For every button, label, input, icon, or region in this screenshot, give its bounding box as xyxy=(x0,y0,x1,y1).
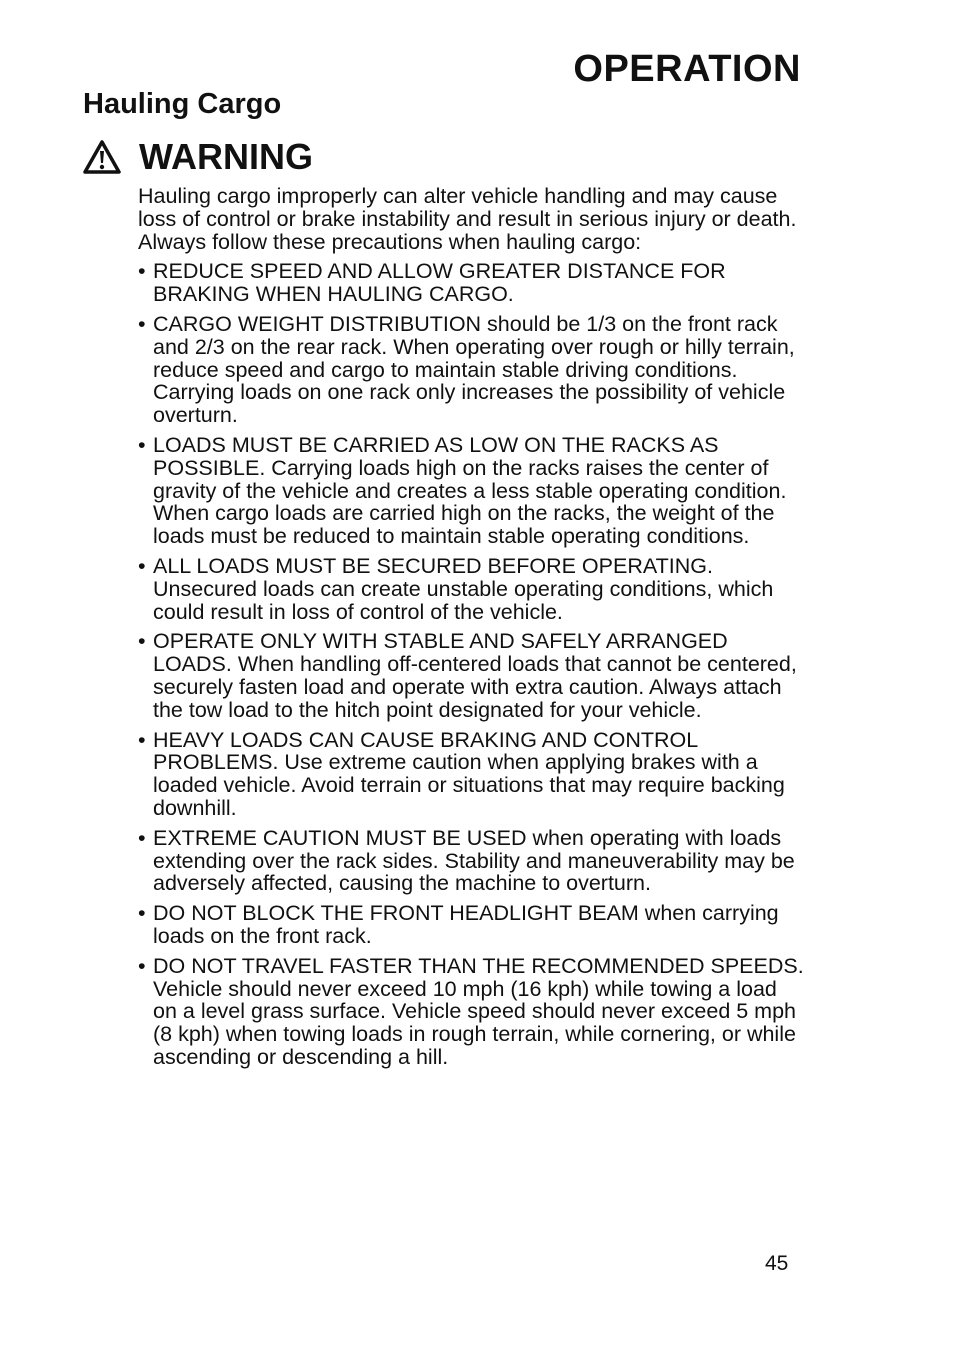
warning-triangle-icon xyxy=(83,140,121,174)
bullet: • xyxy=(138,259,146,284)
list-item-text: OPERATE ONLY WITH STABLE AND SAFELY ARRANGED LOADS. When handling off-centered loads that cannot be centered, securely fasten load and operate with extra caution. Always attach the tow load to the hitch point designated for your vehicle. xyxy=(153,629,797,722)
warning-title: WARNING xyxy=(139,136,313,177)
list-item xyxy=(138,902,806,948)
list-item-text: REDUCE SPEED AND ALLOW GREATER DISTANCE FOR BRAKING WHEN HAULING CARGO. xyxy=(153,259,726,307)
list-item xyxy=(138,955,806,1069)
list-item xyxy=(138,630,806,721)
list-item-text: ALL LOADS MUST BE SECURED BEFORE OPERATING. Unsecured loads can create unstable operating conditions, which could result in loss of control of the vehicle. xyxy=(153,553,774,624)
list-item-text: LOADS MUST BE CARRIED AS LOW ON THE RACKS AS POSSIBLE. Carrying loads high on the racks raises the center of gravity of the vehicle and creates a less stable operating condition. When cargo loads are carried high on the racks, the weight of the loads must be reduced to maintain stable operating conditions. xyxy=(153,432,787,549)
warning-content xyxy=(138,185,806,1076)
precaution-list xyxy=(138,260,806,1068)
warning-header xyxy=(83,136,313,178)
list-item xyxy=(138,827,806,895)
list-item-text: DO NOT TRAVEL FASTER THAN THE RECOMMENDED SPEEDS. Vehicle should never exceed 10 mph (16 kph) while towing a load on a level grass surface. Vehicle speed should never exceed 5 mph (8 kph) when towing loads in rough terrain, while cornering, or while ascending or descending a hill. xyxy=(153,953,804,1069)
section-title: OPERATION xyxy=(573,48,801,90)
list-item xyxy=(138,729,806,820)
subsection-title: Hauling Cargo xyxy=(83,88,282,120)
list-item-text: HEAVY LOADS CAN CAUSE BRAKING AND CONTROL PROBLEMS. Use extreme caution when applying brakes with a loaded vehicle. Avoid terrain or situations that may require backing downhill. xyxy=(153,727,785,820)
bullet: • xyxy=(138,432,146,457)
list-item xyxy=(138,260,806,306)
bullet: • xyxy=(138,311,146,336)
list-item-text: EXTREME CAUTION MUST BE USED when operating with loads extending over the rack sides. Stability and maneuverability may be adversely affected, causing the machine to overturn. xyxy=(153,825,795,896)
list-item xyxy=(138,555,806,623)
list-item-text: DO NOT BLOCK THE FRONT HEADLIGHT BEAM when carrying loads on the front rack. xyxy=(153,901,779,948)
list-item xyxy=(138,313,806,427)
bullet: • xyxy=(138,901,146,926)
warning-intro: Hauling cargo improperly can alter vehicle handling and may cause loss of control or brake instability and result in serious injury or death. Always follow these precautions when hauling cargo: xyxy=(138,184,797,254)
bullet: • xyxy=(138,953,146,978)
bullet: • xyxy=(138,727,146,752)
list-item-text: CARGO WEIGHT DISTRIBUTION should be 1/3 on the front rack and 2/3 on the rear rack. When operating over rough or hilly terrain, reduce speed and cargo to maintain stable driving conditions. Carrying loads on one rack only increases the possibility of vehicle overturn. xyxy=(153,311,795,428)
bullet: • xyxy=(138,825,146,850)
page-number: 45 xyxy=(765,1252,789,1275)
list-item xyxy=(138,434,806,548)
bullet: • xyxy=(138,629,146,654)
bullet: • xyxy=(138,553,146,578)
